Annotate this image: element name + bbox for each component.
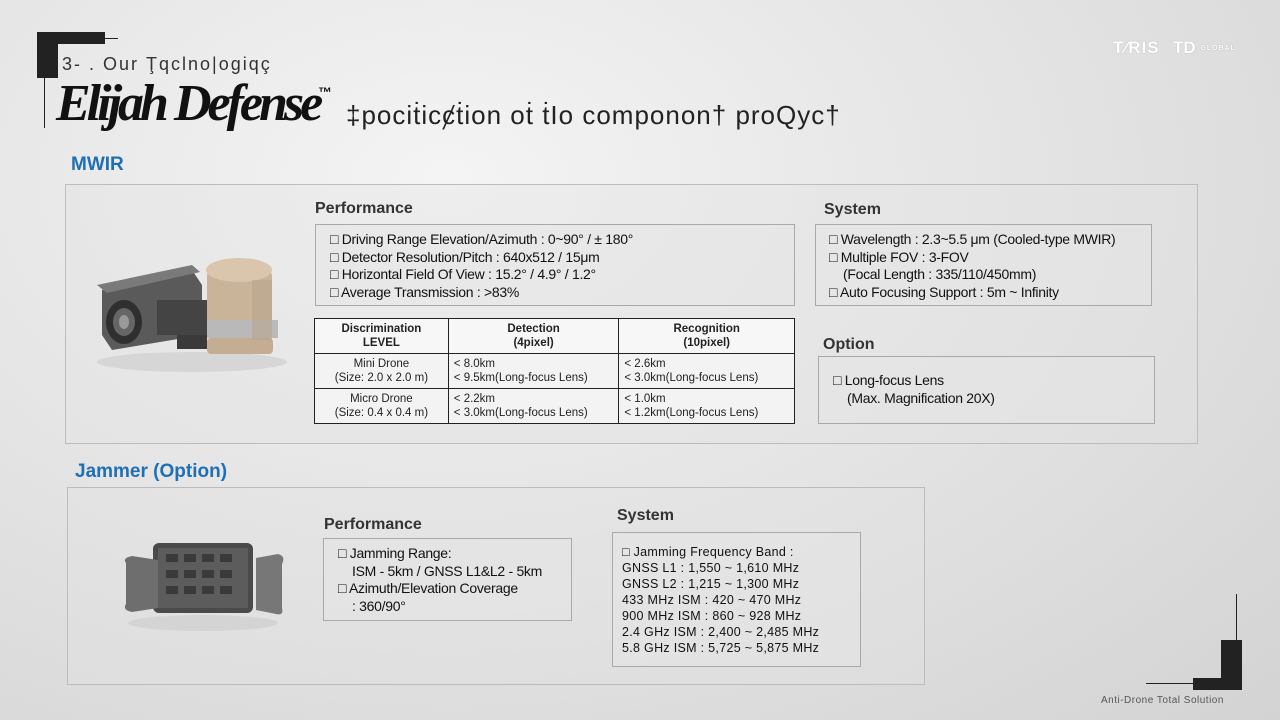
table-row xyxy=(315,354,795,389)
mwir-performance-item: □ Average Transmission : >83% xyxy=(330,283,519,300)
jammer-system-item: 433 MHz ISM : 420 ~ 470 MHz xyxy=(622,593,802,607)
jammer-system-item: 900 MHz ISM : 860 ~ 928 MHz xyxy=(622,609,802,623)
footer-tagline: Anti-Drone Total Solution xyxy=(1101,695,1224,706)
table-header-row xyxy=(315,319,795,354)
table-header-cell: Discrimination LEVEL xyxy=(315,319,449,354)
td-logo-text: TD xyxy=(1173,38,1196,57)
slide-headline: ‡pociṫicȼṫion oṫ ṫIo componon† proQyc† xyxy=(346,100,841,130)
mwir-section-title: MWIR xyxy=(71,154,124,175)
mwir-camera-image xyxy=(82,250,292,375)
jammer-system-title: System xyxy=(617,507,674,524)
jammer-performance-item: □ Jamming Range: xyxy=(338,545,452,561)
jammer-performance-box xyxy=(323,538,572,621)
mwir-performance-item: □ Driving Range Elevation/Azimuth : 0~90° / ± 180° xyxy=(330,231,634,247)
table-row xyxy=(315,389,795,424)
jammer-system-item: 5.8 GHz ISM : 5,725 ~ 5,875 MHz xyxy=(622,641,820,655)
brand-logo-text: Elijah Defense xyxy=(56,75,320,132)
jammer-section-title: Jammer (Option) xyxy=(75,461,228,482)
mwir-performance-box xyxy=(315,224,795,306)
table-cell: < 2.2km < 3.0km(Long-focus Lens) xyxy=(448,389,619,424)
table-cell: < 1.0km < 1.2km(Long-focus Lens) xyxy=(619,389,795,424)
td-global-logo xyxy=(1173,38,1236,58)
table-cell: Micro Drone (Size: 0.4 x 0.4 m) xyxy=(315,389,449,424)
jammer-system-item: 2.4 GHz ISM : 2,400 ~ 2,485 MHz xyxy=(622,625,820,639)
mwir-system-item: □ Multiple FOV : 3-FOV xyxy=(829,248,969,265)
jammer-system-item: □ Jamming Frequency Band : xyxy=(622,545,794,559)
mwir-performance-item: □ Horizontal Field Of View : 15.2° / 4.9° / 1.2° xyxy=(330,266,596,282)
mwir-system-box xyxy=(815,224,1152,306)
corner-thin-line-br xyxy=(1236,594,1237,642)
jammer-system-box xyxy=(612,532,861,667)
mwir-option-item: (Max. Magnification 20X) xyxy=(847,389,995,406)
table-header-cell: Detection (4pixel) xyxy=(448,319,619,354)
td-logo-small: GLOBAL xyxy=(1200,45,1236,53)
corner-thin-line-horizontal xyxy=(58,38,118,39)
mwir-system-item: □ Auto Focusing Support : 5m ~ Infinity xyxy=(829,283,1059,300)
brand-trademark: ™ xyxy=(318,84,332,100)
mwir-system-item: □ Wavelength : 2.3~5.5 μm (Cooled-type MWIR) xyxy=(829,231,1116,247)
table-cell: Mini Drone (Size: 2.0 x 2.0 m) xyxy=(315,354,449,389)
corner-thin-line-br-horizontal xyxy=(1146,683,1196,684)
jammer-system-item: GNSS L1 : 1,550 ~ 1,610 MHz xyxy=(622,561,800,575)
table-cell: < 8.0km < 9.5km(Long-focus Lens) xyxy=(448,354,619,389)
jammer-performance-title: Performance xyxy=(324,516,422,533)
jammer-image xyxy=(118,528,288,633)
mwir-system-title: System xyxy=(824,201,881,218)
table-header-cell: Recognition (10pixel) xyxy=(619,319,795,354)
mwir-performance-item: □ Detector Resolution/Pitch : 640x512 / 15μm xyxy=(330,248,600,265)
table-cell: < 2.6km < 3.0km(Long-focus Lens) xyxy=(619,354,795,389)
mwir-system-item: (Focal Length : 335/110/450mm) xyxy=(843,266,1037,282)
mwir-option-item: □ Long-focus Lens xyxy=(833,372,944,388)
mwir-performance-title: Performance xyxy=(315,200,413,217)
toris-logo: T⁄RIS xyxy=(1113,38,1160,57)
jammer-performance-item: □ Azimuth/Elevation Coverage xyxy=(338,580,518,596)
jammer-system-item: GNSS L2 : 1,215 ~ 1,300 MHz xyxy=(622,577,800,591)
mwir-option-box xyxy=(818,356,1155,424)
discrimination-table xyxy=(314,318,795,424)
corner-thin-line xyxy=(44,78,45,128)
mwir-option-title: Option xyxy=(823,336,875,353)
jammer-performance-item: : 360/90° xyxy=(352,597,406,614)
slide-subtitle: 3- . Our Ţqclno|ogiqç xyxy=(62,54,272,74)
corner-decoration-bottom-right-bar xyxy=(1193,678,1242,690)
jammer-performance-item: ISM - 5km / GNSS L1&L2 - 5km xyxy=(352,562,542,579)
